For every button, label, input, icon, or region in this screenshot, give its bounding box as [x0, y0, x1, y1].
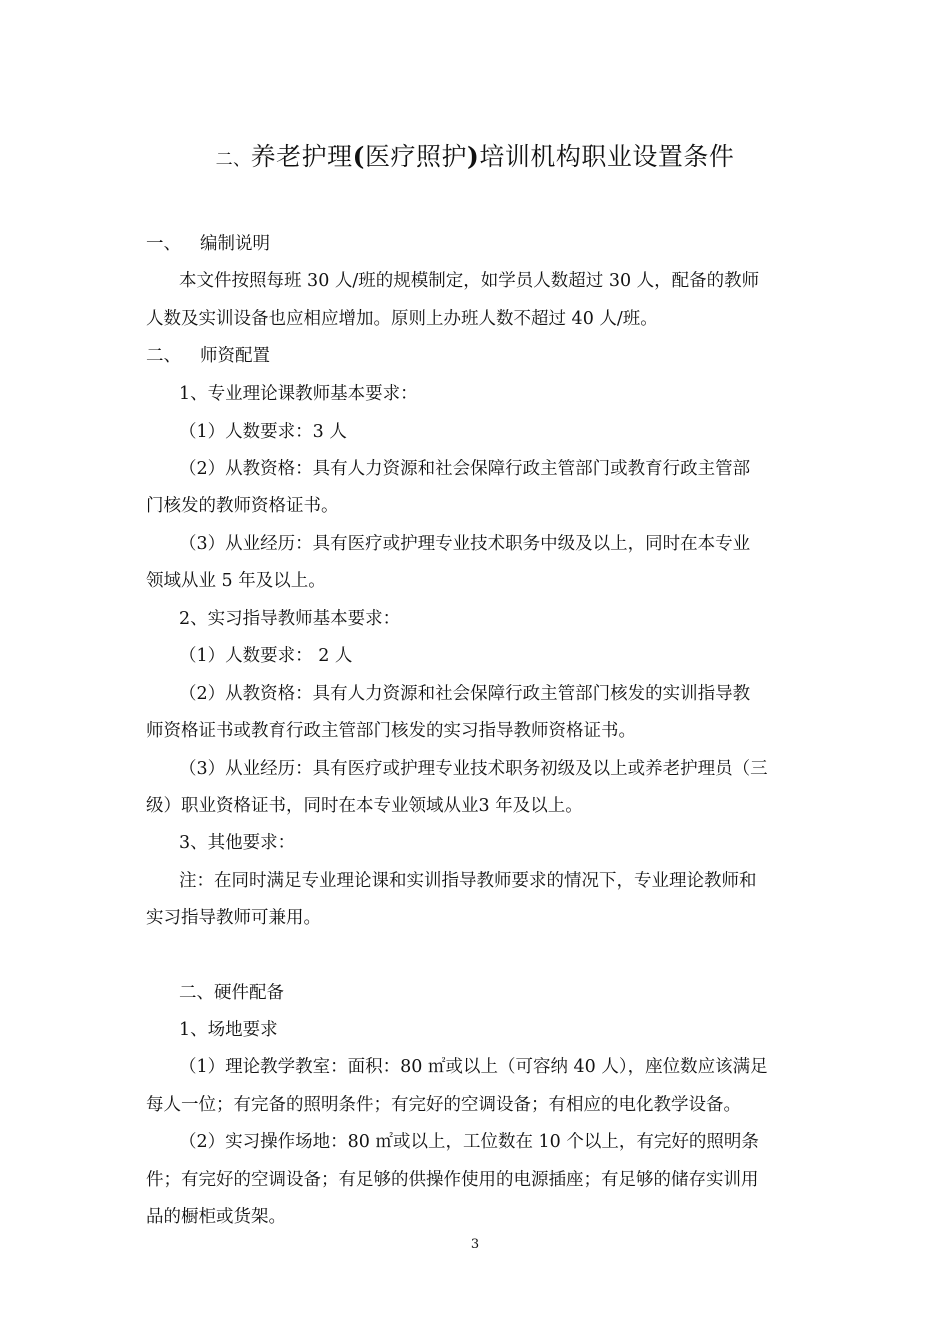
- section-label: 师资配置: [200, 346, 270, 366]
- paragraph-line: 品的橱柜或货架。: [146, 1207, 286, 1227]
- paragraph-line: （1）人数要求：3 人: [179, 422, 347, 442]
- paragraph-line: 级）职业资格证书，同时在本专业领域从业3 年及以上。: [146, 796, 583, 816]
- title-part-b: 医疗照护: [364, 142, 467, 171]
- paragraph-line: 人数及实训设备也应相应增加。原则上办班人数不超过 40 人/班。: [146, 309, 658, 329]
- paragraph-line: 师资格证书或教育行政主管部门核发的实习指导教师资格证书。: [146, 721, 636, 741]
- subheading: 3、其他要求：: [179, 833, 296, 853]
- paragraph-line: （2）从教资格：具有人力资源和社会保障行政主管部门核发的实训指导教: [179, 684, 751, 704]
- paragraph-line: （3）从业经历：具有医疗或护理专业技术职务初级及以上或养老护理员（三: [179, 759, 768, 779]
- paragraph-line: （3）从业经历：具有医疗或护理专业技术职务中级及以上，同时在本专业: [179, 534, 751, 554]
- paragraph-line: 领域从业 5 年及以上。: [146, 571, 326, 591]
- page-number: 3: [470, 1237, 480, 1252]
- title-part-c: 培训机构职业设置条件: [479, 142, 735, 171]
- section-number: 二、: [146, 346, 181, 366]
- title-right-paren: ): [467, 142, 480, 171]
- section-label: 编制说明: [200, 234, 270, 254]
- paragraph-line: 件；有完好的空调设备；有足够的供操作使用的电源插座；有足够的储存实训用: [146, 1170, 759, 1190]
- section-number: 一、: [146, 234, 181, 254]
- title-number: 二、: [215, 150, 251, 170]
- paragraph-line: 每人一位；有完备的照明条件；有完好的空调设备；有相应的电化教学设备。: [146, 1095, 741, 1115]
- paragraph-line: （2）从教资格：具有人力资源和社会保障行政主管部门或教育行政主管部: [179, 459, 751, 479]
- paragraph-line: （2）实习操作场地：80 ㎡或以上，工位数在 10 个以上，有完好的照明条: [179, 1132, 759, 1152]
- subheading: 1、专业理论课教师基本要求：: [179, 384, 418, 404]
- paragraph-line: 本文件按照每班 30 人/班的规模制定，如学员人数超过 30 人，配备的教师: [179, 271, 760, 291]
- paragraph-line: （1）人数要求： 2 人: [179, 646, 353, 666]
- subheading: 2、实习指导教师基本要求：: [179, 609, 401, 629]
- section-heading-1: [146, 236, 270, 254]
- title-left-paren: (: [352, 142, 365, 171]
- page-title: [0, 137, 950, 173]
- paragraph-line: 门核发的教师资格证书。: [146, 496, 339, 516]
- paragraph-line: 实习指导教师可兼用。: [146, 908, 321, 928]
- paragraph-line: （1）理论教学教室：面积：80 ㎡或以上（可容纳 40 人），座位数应该满足: [179, 1057, 768, 1077]
- paragraph-line: 注：在同时满足专业理论课和实训指导教师要求的情况下，专业理论教师和: [179, 871, 757, 891]
- title-part-a: 养老护理: [250, 142, 353, 171]
- subheading: 1、场地要求: [179, 1020, 278, 1040]
- section-heading-3: 二、硬件配备: [179, 983, 284, 1003]
- section-heading-2: [146, 348, 270, 366]
